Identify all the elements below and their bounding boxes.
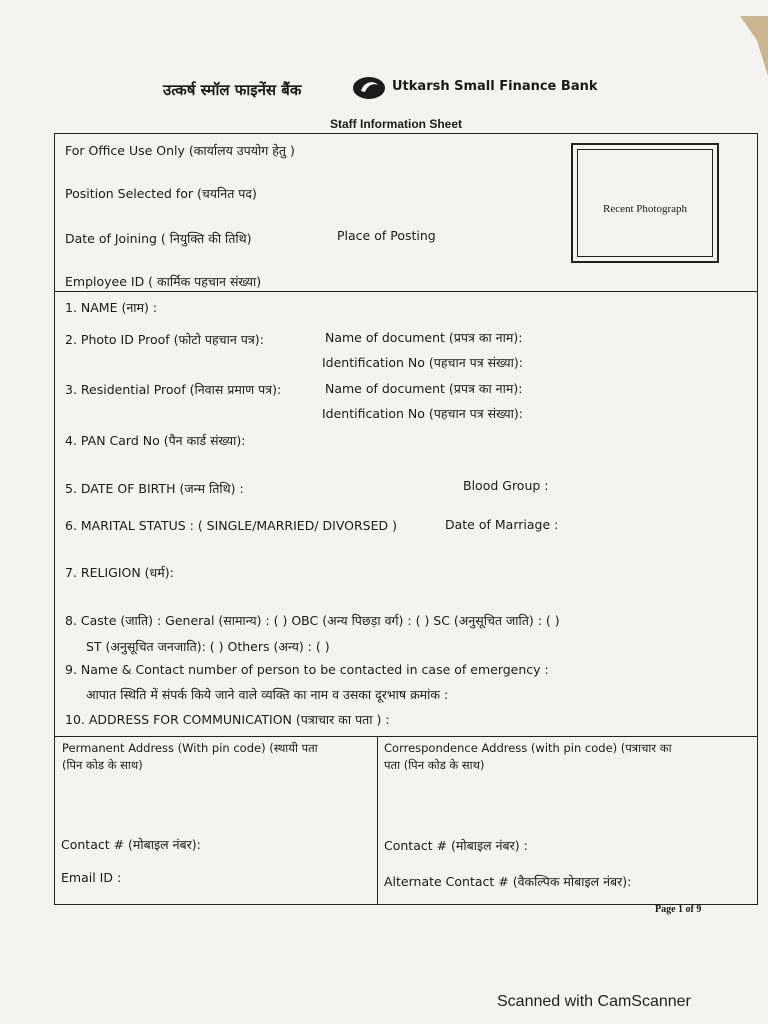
paper-corner: [740, 16, 768, 76]
bank-logo-icon: [352, 76, 386, 100]
photo-box[interactable]: [571, 143, 719, 263]
marital-status-field: 6. MARITAL STATUS : ( SINGLE/MARRIED/ DIVORSED ): [65, 518, 397, 533]
caste-line-2: ST (अनुसूचित जनजाति): ( ) Others (अन्य) : ( ): [86, 639, 330, 654]
employee-id-label: Employee ID ( कार्मिक पहचान संख्या): [65, 274, 262, 289]
res-doc-name-field: Name of document (प्रपत्र का नाम):: [325, 381, 523, 396]
page-number: Page 1 of 9: [655, 904, 702, 915]
dob-field: 5. DATE OF BIRTH (जन्म तिथि) :: [65, 481, 244, 496]
page-title: Staff Information Sheet: [330, 117, 463, 131]
bank-name-hindi: उत्कर्ष स्मॉल फाइनेंस बैंक: [163, 81, 302, 99]
photo-id-field: 2. Photo ID Proof (फोटो पहचान पत्र):: [65, 332, 264, 347]
res-id-number-field: Identification No (पहचान पत्र संख्या):: [322, 406, 523, 421]
emergency-contact-hi: आपात स्थिति में संपर्क किये जाने वाले व्यक्ति का नाम व उसका दूरभाष क्रमांक :: [86, 687, 449, 702]
contact-left-label: Contact # (मोबाइल नंबर):: [61, 837, 201, 852]
permanent-address-label-2: (पिन कोड के साथ): [62, 758, 143, 772]
permanent-address-label: Permanent Address (With pin code) (स्थायी पता: [62, 741, 318, 755]
caste-line-1: 8. Caste (जाति) : General (सामान्य) : ( ) OBC (अन्य पिछड़ा वर्ग) : ( ) SC (अनुसूचित जाति) : ( ): [65, 613, 560, 628]
alternate-contact-label: Alternate Contact # (वैकल्पिक मोबाइल नंबर):: [384, 874, 632, 889]
bank-name-english: Utkarsh Small Finance Bank: [392, 79, 598, 94]
divider-columns: [377, 736, 378, 905]
address-heading: 10. ADDRESS FOR COMMUNICATION (पत्राचार का पता ) :: [65, 712, 390, 727]
religion-field: 7. RELIGION (धर्म):: [65, 565, 174, 580]
correspondence-address-label-2: पता (पिन कोड के साथ): [384, 758, 485, 772]
contact-right-label: Contact # (मोबाइल नंबर) :: [384, 838, 528, 853]
blood-group-field: Blood Group :: [463, 478, 549, 493]
photo-label: Recent Photograph: [602, 203, 687, 215]
residential-proof-field: 3. Residential Proof (निवास प्रमाण पत्र):: [65, 382, 282, 397]
photo-id-number-field: Identification No (पहचान पत्र संख्या):: [322, 355, 523, 370]
pan-field: 4. PAN Card No (पैन कार्ड संख्या):: [65, 433, 246, 448]
date-of-joining-label: Date of Joining ( नियुक्ति की तिथि): [65, 231, 252, 246]
scanner-watermark: Scanned with CamScanner: [497, 993, 691, 1010]
name-field: 1. NAME (नाम) :: [65, 300, 158, 315]
place-of-posting-label: Place of Posting: [337, 228, 436, 243]
date-of-marriage-field: Date of Marriage :: [445, 517, 559, 532]
emergency-contact-en: 9. Name & Contact number of person to be contacted in case of emergency :: [65, 662, 549, 677]
correspondence-address-label: Correspondence Address (with pin code) (पत्राचार का: [384, 741, 672, 755]
email-label: Email ID :: [61, 870, 122, 885]
office-use-label: For Office Use Only (कार्यालय उपयोग हेतु ): [65, 143, 295, 158]
photo-doc-name-field: Name of document (प्रपत्र का नाम):: [325, 330, 523, 345]
position-label: Position Selected for (चयनित पद): [65, 186, 257, 201]
divider-address: [54, 736, 758, 737]
divider-office: [54, 291, 758, 292]
